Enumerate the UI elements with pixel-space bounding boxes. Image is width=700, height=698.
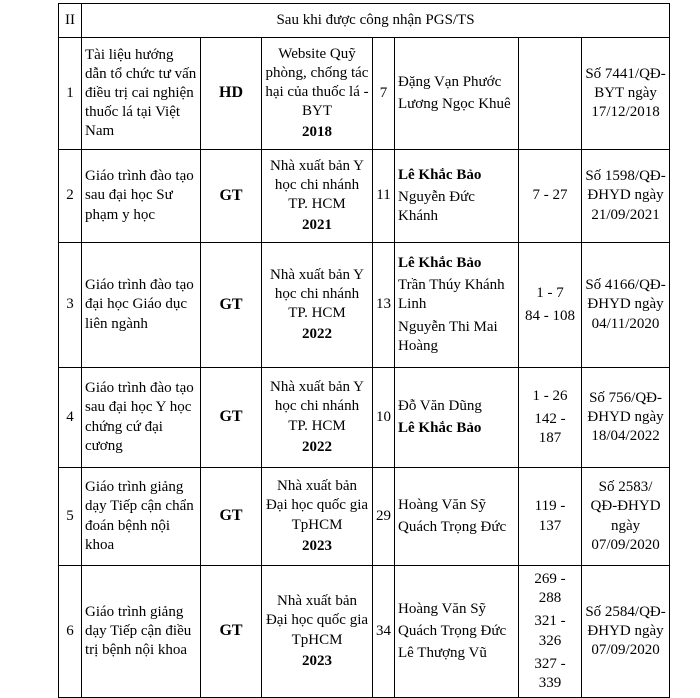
- authors-cell: [395, 566, 519, 698]
- book-title: Giáo trình đào tạo sau đại học Y học chứng cứ đại cương: [82, 368, 201, 468]
- author-name: Quách Trọng Đức: [398, 519, 507, 535]
- publication-year: 2022: [302, 326, 332, 343]
- author-name: Lê Thượng Vũ: [398, 645, 487, 662]
- book-type: HD: [201, 38, 262, 150]
- table-row: [59, 468, 670, 566]
- row-number: 2: [59, 150, 82, 243]
- author-count: 29: [373, 468, 395, 566]
- author-count: 10: [373, 368, 395, 468]
- publisher-name: Nhà xuất bản Đại học quốc gia TpHCM: [265, 478, 369, 533]
- table-row: [59, 38, 670, 150]
- page-range: 7 - 27: [532, 187, 568, 204]
- author-count: 13: [373, 243, 395, 368]
- page-range: 84 - 108: [525, 308, 575, 324]
- decision-reference: Số 4166/QĐ-ĐHYD ngày 04/11/2020: [582, 243, 670, 368]
- book-title: Giáo trình giảng dạy Tiếp cận điều trị bệnh nội khoa: [82, 566, 201, 698]
- book-type: GT: [201, 368, 262, 468]
- author-name: Trần Thúy Khánh Linh: [398, 277, 505, 313]
- pages-cell: [519, 368, 582, 468]
- authors-cell: [395, 243, 519, 368]
- authors-cell: [395, 38, 519, 150]
- publisher-name: Website Quỹ phòng, chống tác hại của thuốc lá - BYT: [265, 45, 369, 120]
- pages-cell: [519, 38, 582, 150]
- book-title: Giáo trình đào tạo đại học Giáo dục liên ngành: [82, 243, 201, 368]
- row-number: 1: [59, 38, 82, 150]
- author-name: Quách Trọng Đức: [398, 622, 507, 639]
- author-name: Đặng Vạn Phước: [398, 73, 502, 90]
- publisher-name: Nhà xuất bản Y học chi nhánh TP. HCM: [270, 379, 364, 434]
- book-title: Giáo trình giảng dạy Tiếp cận chẩn đoán bệnh nội khoa: [82, 468, 201, 566]
- author-name: Đỗ Văn Dũng: [398, 397, 482, 414]
- decision-reference: Số 756/QĐ-ĐHYD ngày 18/04/2022: [582, 368, 670, 468]
- row-number: 4: [59, 368, 82, 468]
- authors-cell: [395, 150, 519, 243]
- section-title: Sau khi được công nhận PGS/TS: [82, 4, 670, 38]
- authors-cell: [395, 368, 519, 468]
- row-number: 3: [59, 243, 82, 368]
- pages-cell: [519, 566, 582, 698]
- book-type: GT: [201, 468, 262, 566]
- decision-reference: Số 7441/QĐ-BYT ngày 17/12/2018: [582, 38, 670, 150]
- publisher-cell: [262, 150, 373, 243]
- publications-table: [58, 3, 670, 698]
- book-type: GT: [201, 566, 262, 698]
- author-name: Hoàng Văn Sỹ: [398, 600, 487, 617]
- authors-cell: [395, 468, 519, 566]
- book-title: Giáo trình đào tạo sau đại học Sư phạm y học: [82, 150, 201, 243]
- author-name: Nguyễn Đức Khánh: [398, 188, 475, 225]
- publisher-cell: [262, 38, 373, 150]
- pages-cell: [519, 243, 582, 368]
- section-code: II: [59, 4, 82, 38]
- decision-reference: Số 2583/ QĐ-ĐHYD ngày 07/09/2020: [582, 468, 670, 566]
- publication-year: 2021: [302, 217, 332, 234]
- publisher-cell: [262, 566, 373, 698]
- publication-year: 2022: [302, 438, 332, 455]
- lead-author: Lê Khắc Bảo: [398, 420, 482, 436]
- page-range: 119 - 137: [534, 498, 566, 534]
- table-row: [59, 150, 670, 243]
- decision-reference: Số 2584/QĐ-ĐHYD ngày 07/09/2020: [582, 566, 670, 698]
- book-title: Tài liệu hướng dẫn tổ chức tư vấn điều trị cai nghiện thuốc lá tại Việt Nam: [82, 38, 201, 150]
- page-range: 321 - 326: [534, 613, 566, 649]
- publisher-name: Nhà xuất bản Y học chi nhánh TP. HCM: [270, 157, 364, 212]
- publisher-name: Nhà xuất bản Y học chi nhánh TP. HCM: [270, 266, 364, 321]
- decision-reference: Số 1598/QĐ-ĐHYD ngày 21/09/2021: [582, 150, 670, 243]
- lead-author: Lê Khắc Bảo: [398, 255, 482, 272]
- table-row: [59, 368, 670, 468]
- publisher-cell: [262, 243, 373, 368]
- book-type: GT: [201, 150, 262, 243]
- author-name: Lương Ngọc Khuê: [398, 96, 511, 112]
- publisher-cell: [262, 468, 373, 566]
- row-number: 5: [59, 468, 82, 566]
- page-range: 1 - 7: [536, 284, 564, 301]
- author-name: Hoàng Văn Sỹ: [398, 496, 487, 513]
- publication-year: 2023: [302, 537, 332, 554]
- author-count: 7: [373, 38, 395, 150]
- table-row: [59, 566, 670, 698]
- page-range: 142 - 187: [534, 410, 566, 447]
- page-range: 1 - 26: [532, 387, 568, 404]
- pages-cell: [519, 150, 582, 243]
- publisher-name: Nhà xuất bản Đại học quốc gia TpHCM: [265, 593, 369, 648]
- row-number: 6: [59, 566, 82, 698]
- section-header-row: [59, 4, 670, 38]
- author-count: 34: [373, 566, 395, 698]
- author-count: 11: [373, 150, 395, 243]
- table-row: [59, 243, 670, 368]
- publication-year: 2018: [302, 124, 332, 141]
- pages-cell: [519, 468, 582, 566]
- page-range: 269 - 288: [534, 571, 566, 607]
- publication-year: 2023: [302, 652, 332, 669]
- publisher-cell: [262, 368, 373, 468]
- page-range: 327 - 339: [534, 655, 566, 691]
- book-type: GT: [201, 243, 262, 368]
- author-name: Nguyễn Thi Mai Hoàng: [398, 318, 498, 354]
- lead-author: Lê Khắc Bảo: [398, 166, 482, 183]
